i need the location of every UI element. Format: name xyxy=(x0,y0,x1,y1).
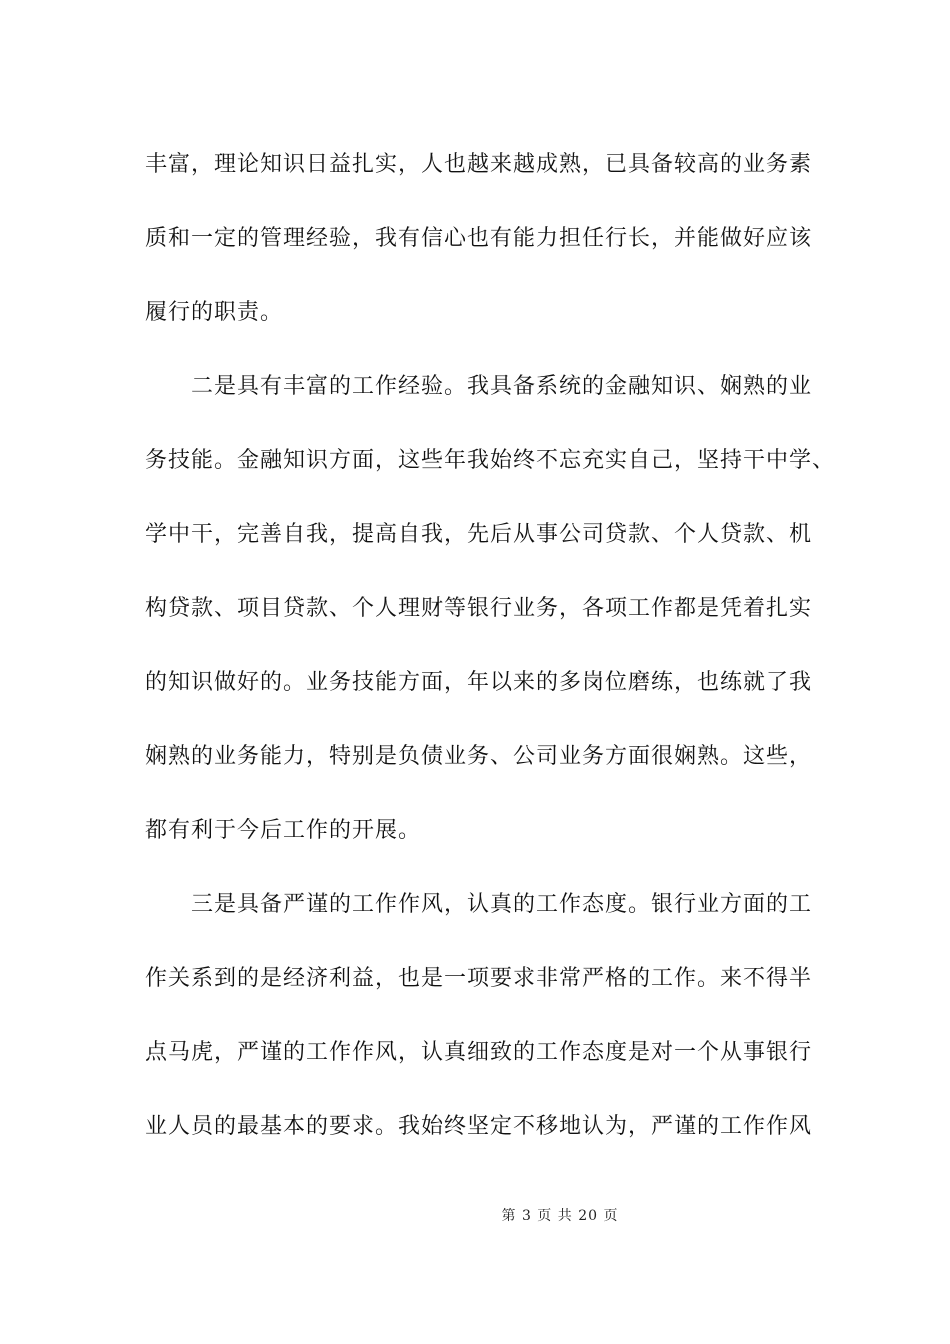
text-line: 履行的职责。 xyxy=(145,300,284,325)
page-footer xyxy=(0,1205,950,1225)
text-line: 务技能。金融知识方面，这些年我始终不忘充实自己，坚持干中学、 xyxy=(145,448,836,473)
text-line: 都有利于今后工作的开展。 xyxy=(145,818,422,843)
text-line: 的知识做好的。业务技能方面，年以来的多岗位磨练，也练就了我 xyxy=(145,670,813,695)
text-line: 构贷款、项目贷款、个人理财等银行业务，各项工作都是凭着扎实 xyxy=(145,596,813,621)
document-body xyxy=(145,128,836,1164)
text-line: 质和一定的管理经验，我有信心也有能力担任行长，并能做好应该 xyxy=(145,226,813,251)
text-line: 丰富，理论知识日益扎实，人也越来越成熟，已具备较高的业务素 xyxy=(145,152,813,177)
text-line: 二是具有丰富的工作经验。我具备系统的金融知识、娴熟的业 xyxy=(145,374,813,399)
text-line: 作关系到的是经济利益，也是一项要求非常严格的工作。来不得半 xyxy=(145,966,813,991)
text-line: 学中干，完善自我，提高自我，先后从事公司贷款、个人贷款、机 xyxy=(145,522,813,547)
text-line: 业人员的最基本的要求。我始终坚定不移地认为，严谨的工作作风 xyxy=(145,1114,813,1139)
text-line: 点马虎，严谨的工作作风，认真细致的工作态度是对一个从事银行 xyxy=(145,1040,813,1065)
page-number-label: 第 3 页 共 20 页 xyxy=(501,1208,619,1224)
text-line: 娴熟的业务能力，特别是负债业务、公司业务方面很娴熟。这些， xyxy=(145,744,813,769)
text-line: 三是具备严谨的工作作风，认真的工作态度。银行业方面的工 xyxy=(145,892,813,917)
